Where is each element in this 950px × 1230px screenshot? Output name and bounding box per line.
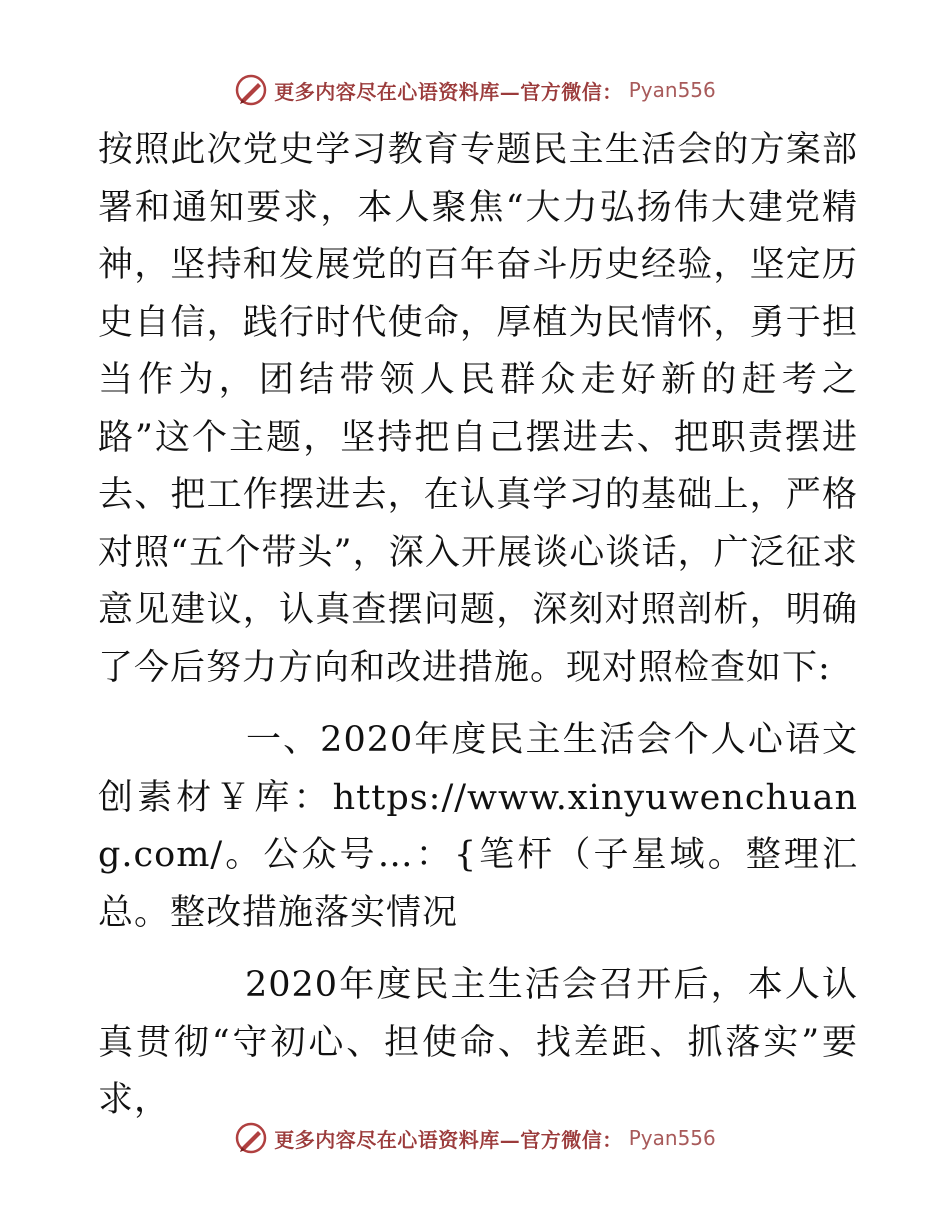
banner-text: 更多内容尽在心语资料库—官方微信： <box>274 1127 623 1152</box>
section-heading-text: 一、2020年度民主生活会个人心语文创素材￥库：https://www.xinyuwenchuang.com/。公众号…：{笔杆（子星域。整理汇总。整改措施落实情况 <box>98 720 858 933</box>
footer-banner <box>0 1118 950 1158</box>
banner-text: 更多内容尽在心语资料库—官方微信： <box>274 79 623 104</box>
paragraph-section-body <box>98 957 858 1130</box>
pen-logo-icon <box>234 1121 268 1155</box>
wechat-id: Pyan556 <box>628 78 716 102</box>
document-body <box>98 122 858 1130</box>
wechat-id: Pyan556 <box>628 1126 716 1150</box>
paragraph-section-heading <box>98 712 858 942</box>
paragraph-intro: 按照此次党史学习教育专题民主生活会的方案部署和通知要求，本人聚焦“大力弘扬伟大建党精神，坚持和发展党的百年奋斗历史经验，坚定历史自信，践行时代使命，厚植为民情怀，勇于担当作为，团结带领人民群众走好新的赶考之路”这个主题，坚持把自己摆进去、把职责摆进去、把工作摆进去，在认真学习的基础上，严格对照“五个带头”，深入开展谈心谈话，广泛征求意见建议，认真查摆问题，深刻对照剖析，明确了今后努力方向和改进措施。现对照检查如下: <box>98 130 858 688</box>
pen-logo-icon <box>234 73 268 107</box>
header-banner <box>0 70 950 110</box>
section-body-text: 2020年度民主生活会召开后，本人认真贯彻“守初心、担使命、找差距、抓落实”要求， <box>98 965 858 1120</box>
